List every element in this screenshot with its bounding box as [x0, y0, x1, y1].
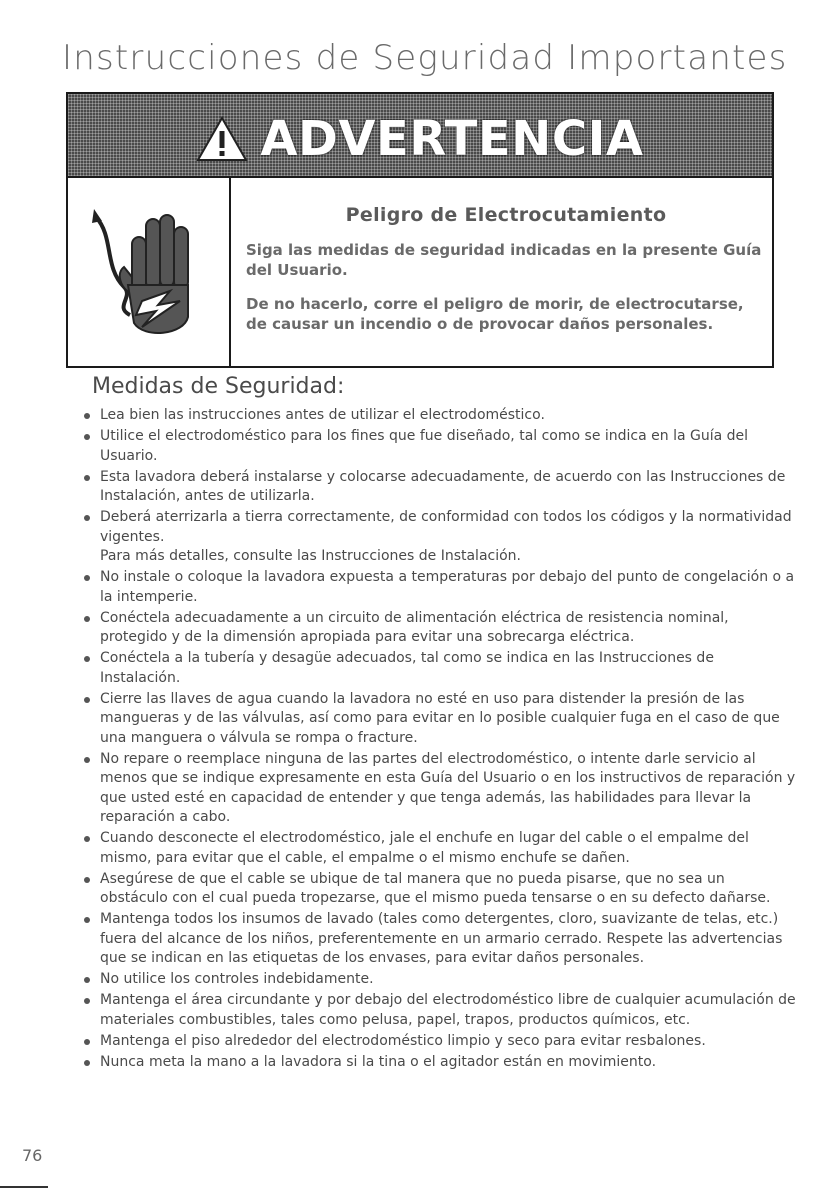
list-item-text: Cierre las llaves de agua cuando la lavadora no esté en uso para distender la presión de las mangueras y de las válvulas, así como para evitar en lo posible cualquier fuga en el caso de que una manguera o válvula se rompa o fracture.	[100, 690, 780, 746]
list-item	[84, 1032, 796, 1052]
list-item	[84, 910, 796, 969]
list-item-text: Mantenga el área circundante y por debajo del electrodoméstico libre de cualquier acumulación de materiales combustibles, tales como pelusa, papel, trapos, productos químicos, etc.	[100, 992, 796, 1028]
list-item-text: Mantenga el piso alrededor del electrodoméstico limpio y seco para evitar resbalones.	[100, 1032, 706, 1049]
list-item	[84, 427, 796, 466]
safety-heading: Medidas de Seguridad:	[92, 374, 345, 399]
list-item-text: Cuando desconecte el electrodoméstico, jale el enchufe en lugar del cable o el empalme del mismo, para evitar que el cable, el empalme o el mismo enchufe se dañen.	[100, 830, 749, 866]
list-item-text: Conéctela a la tubería y desagüe adecuados, tal como se indica en las Instrucciones de Instalación.	[100, 650, 714, 686]
list-item	[84, 829, 796, 868]
list-item-text: No utilice los controles indebidamente.	[100, 971, 374, 987]
list-item-text: No instale o coloque la lavadora expuesta a temperaturas por debajo del punto de congelación o a la intemperie.	[100, 569, 795, 605]
list-item-extra: Para más detalles, consulte las Instrucciones de Instalación.	[100, 548, 522, 564]
list-item-text: Deberá aterrizarla a tierra correctamente, de conformidad con todos los códigos y la normatividad vigentes.	[100, 509, 792, 545]
list-item	[84, 649, 796, 688]
warning-word: ADVERTENCIA	[260, 111, 644, 167]
bullet-icon	[84, 616, 90, 622]
bullet-icon	[84, 575, 90, 581]
list-item	[84, 690, 796, 749]
warning-paragraph-2: De no hacerlo, corre el peligro de morir, de electrocutarse, de causar un incendio o de provocar daños personales.	[246, 295, 744, 333]
bullet-icon	[84, 515, 90, 521]
warning-box	[66, 92, 774, 368]
list-item-text: Mantenga todos los insumos de lavado (tales como detergentes, cloro, suavizante de telas, etc.) fuera del alcance de los niños, preferentemente en un armario cerrado. Respete las advertencias que se indican en las etiquetas de los envases, para evitar daños personales.	[100, 911, 783, 966]
list-item	[84, 991, 796, 1030]
safety-list	[84, 406, 796, 1074]
list-item	[84, 1053, 796, 1073]
warning-banner	[68, 94, 772, 178]
footer-rule	[0, 1186, 48, 1188]
warning-paragraph-1: Siga las medidas de seguridad indicadas en la presente Guía del Usuario.	[246, 241, 762, 279]
list-item-text: Nunca meta la mano a la lavadora si la tina o el agitador están en movimiento.	[100, 1053, 657, 1070]
bullet-icon	[84, 757, 90, 763]
list-item-text: Asegúrese de que el cable se ubique de tal manera que no pueda pisarse, que no sea un obstáculo con el cual pueda tropezarse, que el mismo pueda tensarse o en su defecto dañarse.	[100, 870, 771, 906]
list-item	[84, 406, 796, 426]
electric-shock-hand-icon	[84, 197, 214, 347]
page-title: Instrucciones de Seguridad Importantes	[62, 38, 788, 78]
list-item-text: Lea bien las instrucciones antes de utilizar el electrodoméstico.	[100, 407, 545, 423]
bullet-icon	[84, 836, 90, 842]
bullet-icon	[84, 413, 90, 419]
bullet-icon	[84, 877, 90, 883]
list-item-text: No repare o reemplace ninguna de las partes del electrodoméstico, o intente darle servicio al menos que se indique expresamente en esta Guía del Usuario o en los instructivos de reparación y que usted esté en capacidad de entender y que tenga además, las habilidades para llevar la reparación a cabo.	[100, 750, 796, 825]
list-item	[84, 970, 796, 990]
list-item	[84, 568, 796, 607]
bullet-icon	[84, 656, 90, 662]
list-item-text: Utilice el electrodoméstico para los fines que fue diseñado, tal como se indica en la Guía del Usuario.	[100, 428, 749, 464]
bullet-icon	[84, 1060, 90, 1066]
electric-shock-hand-panel	[68, 178, 231, 366]
list-item	[84, 750, 796, 828]
bullet-icon	[84, 475, 90, 481]
list-item	[84, 609, 796, 648]
list-item	[84, 870, 796, 909]
bullet-icon	[84, 697, 90, 703]
bullet-icon	[84, 434, 90, 440]
page-number: 76	[22, 1146, 43, 1165]
list-item-text: Conéctela adecuadamente a un circuito de alimentación eléctrica de resistencia nominal, protegido y de la dimensión apropiada para evitar una sobrecarga eléctrica.	[100, 609, 729, 645]
list-item	[84, 508, 796, 567]
bullet-icon	[84, 977, 90, 983]
list-item	[84, 468, 796, 507]
warning-text-panel	[246, 178, 766, 334]
list-item-text: Esta lavadora deberá instalarse y colocarse adecuadamente, de acuerdo con las Instrucciones de Instalación, antes de utilizarla.	[100, 468, 786, 504]
hazard-title: Peligro de Electrocutamiento	[345, 204, 667, 226]
bullet-icon	[84, 917, 90, 923]
bullet-icon	[84, 998, 90, 1004]
warning-triangle-icon	[196, 116, 248, 162]
bullet-icon	[84, 1039, 90, 1045]
